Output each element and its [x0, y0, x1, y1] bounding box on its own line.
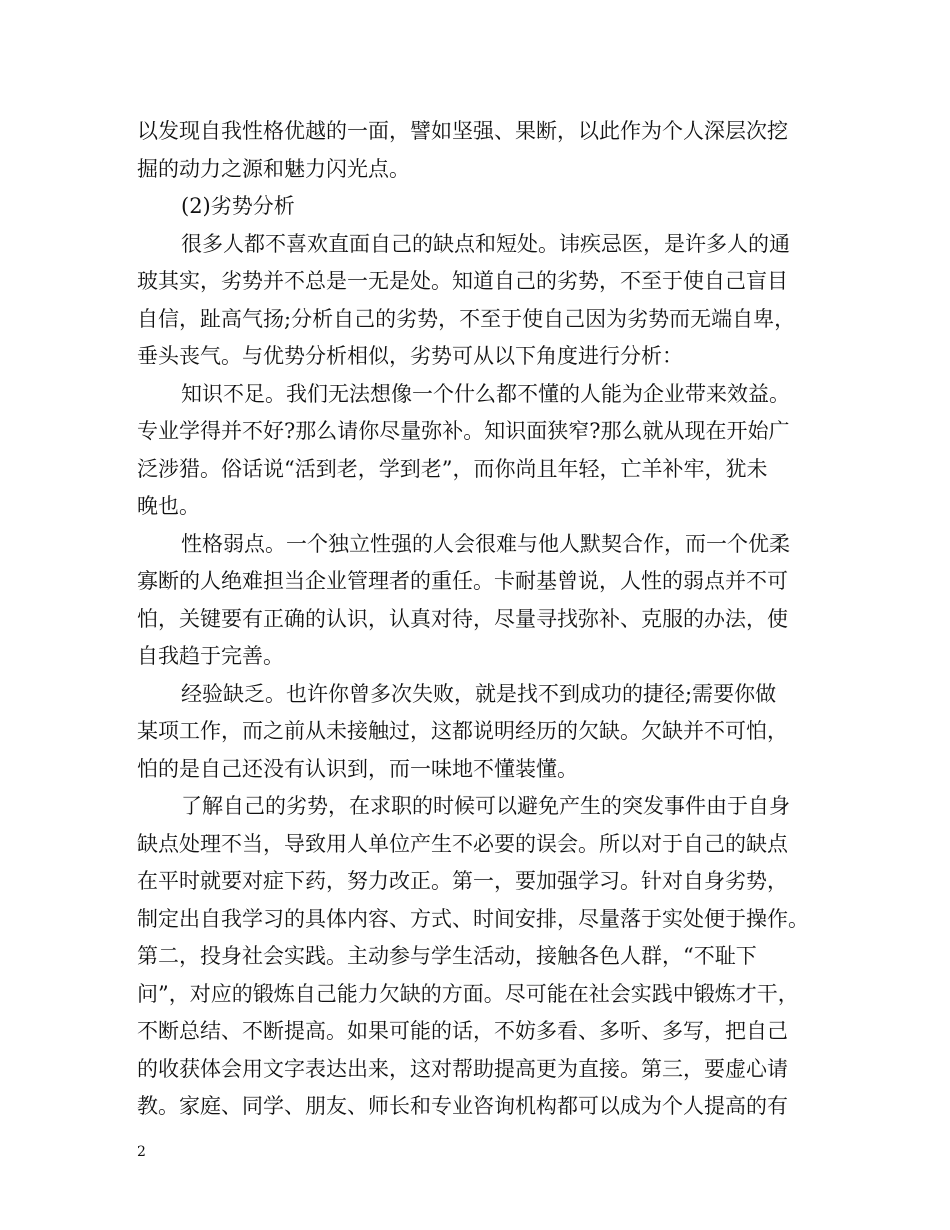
text-line: 泛涉猎。俗话说“活到老，学到老”，而你尚且年轻，亡羊补牢，犹未 — [137, 456, 768, 481]
paragraph-first-line: 了解自己的劣势，在求职的时候可以避免产生的突发事件由于自身 — [181, 794, 790, 818]
text-line: 问”，对应的锻炼自己能力欠缺的方面。尽可能在社会实践中锻炼才干， — [137, 981, 799, 1006]
text-line: 晚也。 — [137, 494, 200, 518]
paragraph-first-line: 性格弱点。一个独立性强的人会很难与他人默契合作，而一个优柔 — [181, 531, 790, 556]
text-line: 制定出自我学习的具体内容、方式、时间安排，尽量落于实处便于操作。 — [137, 906, 809, 931]
text-line: 缺点处理不当，导致用人单位产生不必要的误会。所以对于自己的缺点 — [137, 831, 788, 856]
text-line: 寡断的人绝难担当企业管理者的重任。卡耐基曾说，人性的弱点并不可 — [137, 569, 788, 593]
text-line: 第二，投身社会实践。主动参与学生活动，接触各色人群，“不耻下 — [137, 944, 757, 968]
text-line: 掘的动力之源和魅力闪光点。 — [137, 156, 410, 181]
paragraph-first-line: 知识不足。我们无法想像一个什么都不懂的人能为企业带来效益。 — [181, 381, 790, 406]
text-line: 以发现自我性格优越的一面，譬如坚强、果断，以此作为个人深层次挖 — [137, 119, 788, 143]
text-line: 玻其实，劣势并不总是一无是处。知道自己的劣势，不至于使自己盲目 — [137, 269, 788, 293]
text-line: 教。家庭、同学、朋友、师长和专业咨询机构都可以成为个人提高的有 — [137, 1094, 788, 1118]
body-text — [137, 113, 817, 1126]
paragraph-first-line: 很多人都不喜欢直面自己的缺点和短处。讳疾忌医，是许多人的通 — [181, 231, 790, 256]
text-line: 在平时就要对症下药，努力改正。第一，要加强学习。针对自身劣势， — [137, 869, 788, 893]
text-line: 自信，趾高气扬;分析自己的劣势，不至于使自己因为劣势而无端自卑， — [137, 306, 796, 331]
page-number: 2 — [137, 1144, 146, 1160]
text-line: 怕的是自己还没有认识到，而一味地不懂装懂。 — [137, 756, 578, 781]
text-line: 怕，关键要有正确的认识，认真对待，尽量寻找弥补、克服的办法，使 — [137, 606, 788, 631]
text-line: 某项工作，而之前从未接触过，这都说明经历的欠缺。欠缺并不可怕， — [137, 719, 788, 743]
text-line: 的收获体会用文字表达出来，这对帮助提高更为直接。第三，要虚心请 — [137, 1056, 788, 1081]
text-line: 垂头丧气。与优势分析相似，劣势可从以下角度进行分析： — [137, 344, 683, 368]
text-line: 专业学得并不好?那么请你尽量弥补。知识面狭窄?那么就从现在开始广 — [137, 419, 790, 443]
text-line: 自我趋于完善。 — [137, 644, 284, 668]
text-line: 不断总结、不断提高。如果可能的话，不妨多看、多听、多写，把自己 — [137, 1019, 788, 1043]
section-heading: (2)劣势分析 — [181, 194, 295, 218]
paragraph-first-line: 经验缺乏。也许你曾多次失败，就是找不到成功的捷径;需要你做 — [181, 681, 777, 706]
